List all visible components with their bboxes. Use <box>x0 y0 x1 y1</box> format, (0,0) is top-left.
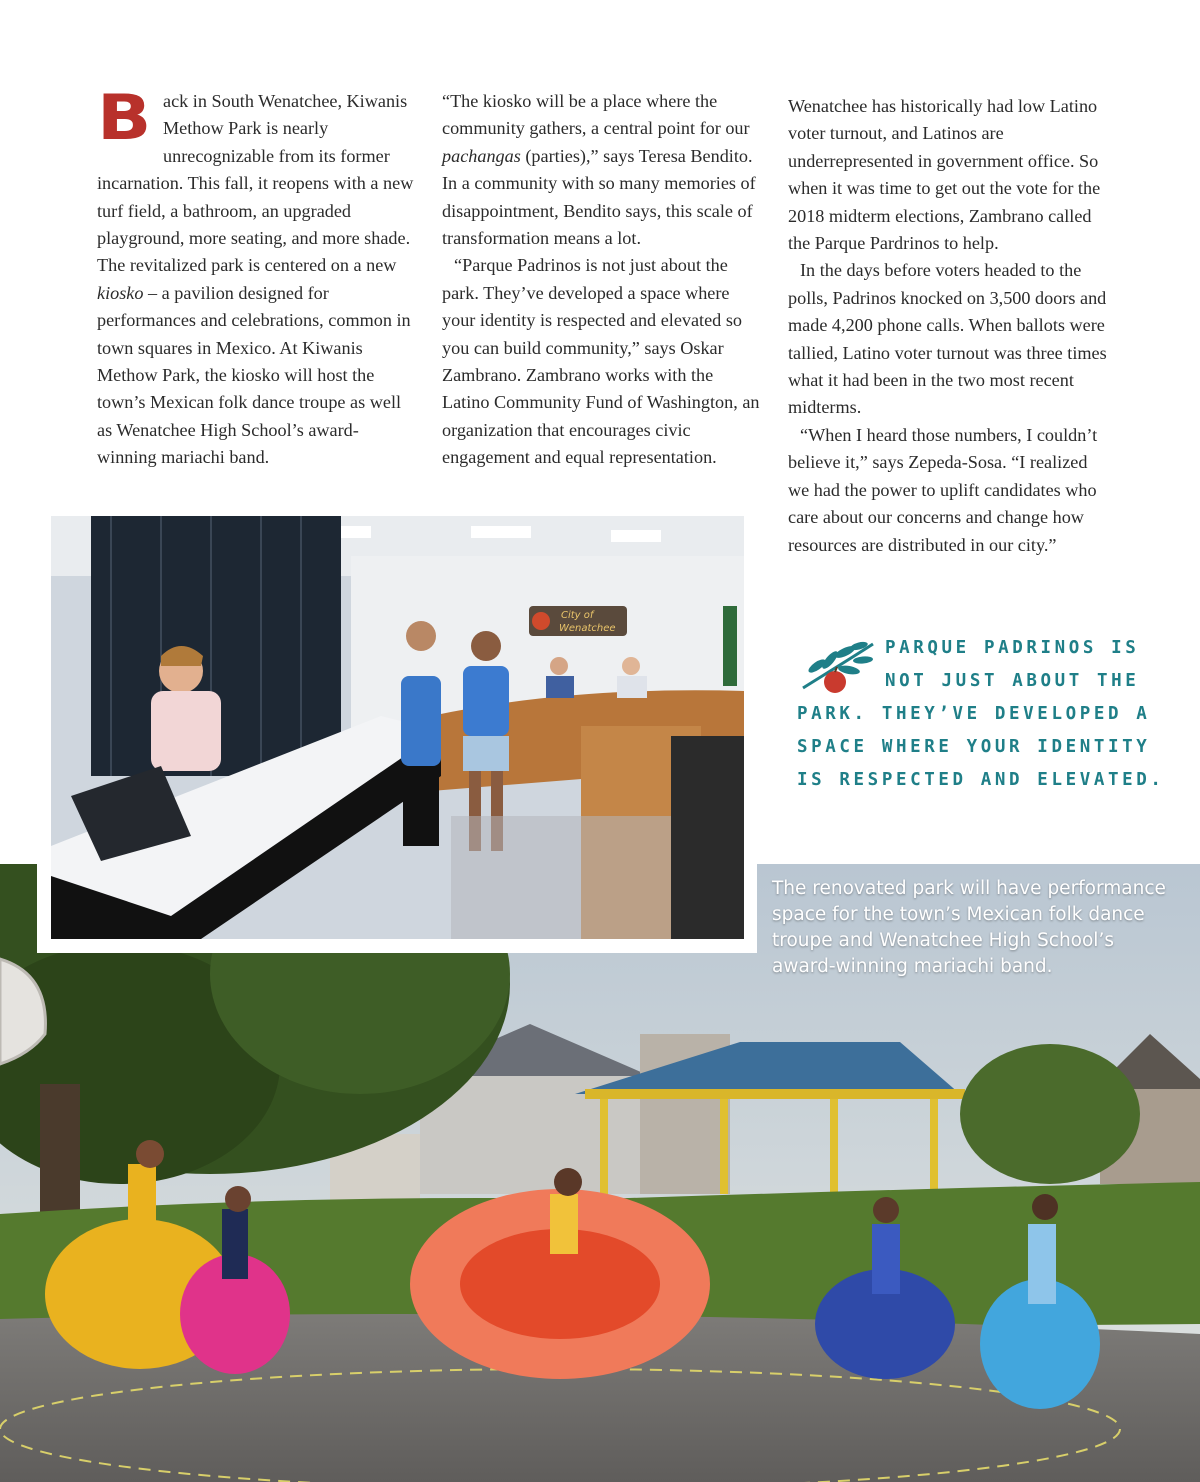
paragraph-text: – a pavilion designed for performances and celebrations, common in town squares in Mexico. At Kiwanis Methow Park, the kiosko will host the town’s Mexican folk dance troupe as well as Wenatchee High School’s award-winning mariachi band. <box>97 282 411 468</box>
council-meeting-photo <box>51 516 744 939</box>
article-column-2 <box>442 88 762 472</box>
paragraph-text: (parties),” says Teresa Bendito. In a community with so many memories of disappointment, Bendito says, this scale of transformation means a lot. <box>442 145 756 249</box>
pull-quote-line: IS RESPECTED AND ELEVATED. <box>797 770 1165 790</box>
article-paragraph: “When I heard those numbers, I couldn’t believe it,” says Zepeda-Sosa. “I realized we had the power to uplift candidates who care about our concerns and change how resources are distributed in our city.” <box>788 424 1098 555</box>
italic-term: kiosko <box>97 282 144 303</box>
article-paragraph <box>442 88 762 252</box>
article-paragraph: In the days before voters headed to the polls, Padrinos knocked on 3,500 doors and made 4,200 phone calls. When ballots were tallied, Latino voter turnout was three times what it had been in the two most recent midterms. <box>788 260 1107 418</box>
sign-line-1: City of <box>561 610 594 621</box>
pull-quote-line: PARQUE PADRINOS IS <box>885 638 1140 658</box>
pull-quote-line: PARK. THEY’VE DEVELOPED A <box>797 704 1151 724</box>
article-column-1 <box>97 81 415 472</box>
pull-quote-line: SPACE WHERE YOUR IDENTITY <box>797 737 1151 757</box>
article-paragraph: Wenatchee has historically had low Latino voter turnout, and Latinos are underrepresented in government office. So when it was time to get out the vote for the 2018 midterm elections, Zambrano called the Parque Pardrinos to help. <box>788 96 1101 254</box>
article-column-3 <box>788 93 1108 559</box>
meeting-photo-illustration <box>51 516 744 939</box>
sign-line-2: Wenatchee <box>559 623 616 634</box>
drop-cap: B <box>97 81 152 154</box>
pull-quote-line: NOT JUST ABOUT THE <box>885 671 1140 691</box>
article-paragraph <box>97 81 415 472</box>
italic-term: pachangas <box>442 145 521 166</box>
photo-caption: The renovated park will have performance space for the town’s Mexican folk dance troupe and Wenatchee High School’s award-winning mariachi band. <box>772 878 1166 977</box>
pull-quote <box>797 632 1165 797</box>
paragraph-text: “The kiosko will be a place where the community gathers, a central point for our <box>442 91 750 139</box>
article-paragraph: “Parque Padrinos is not just about the park. They’ve developed a space where your identity is respected and elevated so you can build community,” says Oskar Zambrano. Zambrano works with the Latino Community Fund of Washington, an organization that encourages civic engagement and equal representation. <box>442 255 760 468</box>
paragraph-text: ack in South Wenatchee, Kiwanis Methow Park is nearly unrecognizable from its former incarnation. This fall, it reopens with a new turf field, a bathroom, an upgraded playground, more seating, and more shade. The revitalized park is centered on a new <box>97 91 414 276</box>
